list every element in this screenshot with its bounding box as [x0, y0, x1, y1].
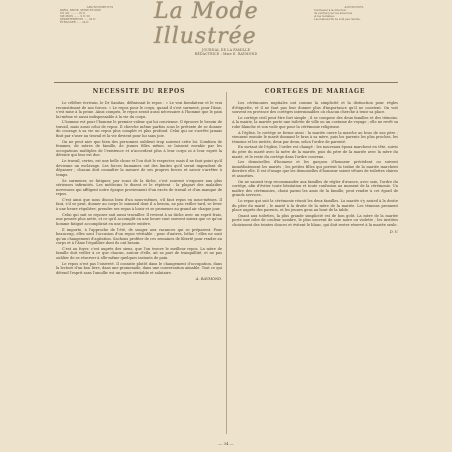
- article-paragraph: On ne saurait trop recommander aux familles de régler d'avance, avec soin, l'ordre du cortège, afin d'éviter toute hésitation et toute confusion au moment de la cérémonie. Un maître des cérémonies, choisi parmi les amis de la famille, peut rendre à cet égard de grands services.: [232, 179, 398, 198]
- advertising-heading: ANNONCES: [344, 5, 364, 9]
- article-paragraph: Le travail, certes, est une belle chose et l'on doit le respecter, mais il ne faut point qu'il devienne un esclavage. Les forces humaines ont des limites qu'il serait imprudent de dépasser ; chacun doit connaître la mesure de ses propres forces et savoir s'arrêter à temps.: [56, 159, 222, 177]
- advertising-line: Les manuscrits ne sont pas rendus.: [314, 18, 361, 22]
- article-paragraph: C'est ainsi que nous disons bien d'un nous-mêmes, s'il faut repos en nous-mêmes. Il faut, s'il se peut, donner au corps le sommeil dont il a besoin, ne pas veiller tard, se lever à une heure régulière, prendre ses repas à loisir et se promener au grand air chaque jour.: [56, 197, 222, 211]
- article-paragraph: Le repos n'est pas l'oisiveté. Il consiste plutôt dans le changement d'occupation, dans la lecture d'un bon livre, dans une promenade, dans une conversation aimable. Tout ce qui détend l'esprit sans l'amollir est un repos véritable et salutaire.: [56, 261, 222, 275]
- article-paragraph: Il importe, à l'approche de l'été, de songer aux vacances qui se préparent. Pour beaucoup, elles sont l'occasion d'un repos véritable ; pour d'autres, hélas ! elles ne sont qu'un changement d'agitation. Sachons profiter de ces semaines de liberté pour rendre au corps et à l'âme l'équilibre dont ils ont besoin.: [56, 227, 222, 246]
- article-left: [56, 88, 222, 438]
- article-paragraph: A l'église, le cortège se forme ainsi : la mariée ouvre la marche au bras de son père ; viennent ensuite le marié donnant le bras à sa mère, puis les parents les plus proches, les témoins et les invités, deux par deux, selon l'ordre de parenté.: [232, 130, 398, 144]
- masthead-subtitle: [150, 48, 302, 56]
- masthead-logo: [154, 0, 294, 49]
- article-title: NÉCESSITÉ DU REPOS: [92, 88, 186, 95]
- advertising-line: du journal pour les annonces: [314, 12, 353, 16]
- subtitle-line: RÉDACTRICE : Mme E. RAYMOND: [194, 52, 258, 57]
- article-paragraph: En sortant de l'église, l'ordre est changé : les nouveaux époux marchent en tête, suivis du père du marié avec la mère de la mariée, puis du père de la mariée avec la mère du marié, et le reste du cortège dans l'ordre convenu.: [232, 145, 398, 159]
- subscription-line: UN AN ......... 18 fr.: [60, 12, 86, 16]
- article-paragraph: Les cérémonies nuptiales ont comme la simplicité et la distinction pour règles d'étiquette, et il ne faut pas leur donner plus d'importance qu'il ne convient. On voit souvent en province des cortèges interminables où chacun cherche à tenir sa place.: [232, 101, 398, 115]
- subscription-line: SIX MOIS ....... 9 fr. 50: [60, 15, 90, 19]
- logo-text: La Mode Illustrée: [154, 0, 259, 49]
- article-signature: D. V.: [389, 229, 398, 234]
- subscription-line: DÉPARTEMENTS ..... 20 fr.: [60, 18, 96, 22]
- article-paragraph: Quant aux toilettes, la plus grande simplicité est de bon goût. La mère de la mariée porte une robe de couleur sombre, le plus souvent de soie noire ou violette ; les invitées choisissent des teintes douces et évitent le blanc, qui doit rester réservé à la mariée seule.: [232, 213, 398, 227]
- page-number: — 34 —: [218, 441, 234, 446]
- article-paragraph: Les demoiselles d'honneur et les garçons d'honneur précèdent ou suivent immédiatement les mariés ; les petites filles qui portent la traîne de la mariée marchent derrière elle. Il est d'usage que les demoiselles d'honneur soient vêtues de toilettes claires et assorties.: [232, 160, 398, 178]
- subscription-block: [60, 6, 140, 25]
- advertising-block: [314, 6, 394, 21]
- article-paragraph: C'est au foyer, c'est auprès des siens, que l'on trouve le meilleur repos. La mère de famille doit veiller à ce que chacun, autour d'elle, ait sa part de tranquillité, et ne pas oublier de se réserver à elle-même quelques instants de paix.: [56, 246, 222, 260]
- article-paragraph: L'homme est pour l'homme le premier valeur qui lui convienne. Il éprouve le besoin de travail, mais aussi celui de repos. Il cherche même parfois sous le prétexte de se donner du courage à sa vie un repos plus complet et plus profond. Celui qui ne s'arrête jamais finit par s'user au travail et la vie devient pour lui sans joie.: [56, 120, 222, 139]
- article-paragraph: Celui qui sait se reposer sait aussi travailler. Il revient à sa tâche avec un esprit frais, une pensée plus nette, et ce qu'il accomplit en une heure vaut souvent mieux que ce qu'un homme fatigué accomplirait en une journée entière.: [56, 212, 222, 226]
- article-paragraph: Le célèbre écrivain, le Dr Sanitas, définissait le repos : « Le vrai bienfaiteur et le vrai reconstituant de nos forces. » Le repos pour le corps, quand il s'est surmené, pour l'âme, s'est mise à la peine. Ainsi compris, le repos serait aussi nécessaire à l'homme que le pain lui-même et aussi indispensable à la vie du corps.: [56, 101, 222, 119]
- subscription-heading: ABONNEMENTS: [86, 5, 114, 9]
- subscription-line: PARIS, SEINE, SEINE-ET-OISE: [60, 9, 101, 13]
- advertising-line: et les réclames.: [314, 15, 335, 19]
- advertising-line: S'adresser à la direction: [314, 9, 347, 13]
- article-signature: A. RAYMOND.: [195, 277, 222, 282]
- masthead-rule: [54, 82, 398, 83]
- article-right: [232, 88, 398, 438]
- column-divider: [226, 92, 227, 434]
- subtitle-line: JOURNAL DE LA FAMILLE: [201, 48, 251, 52]
- article-paragraph: Le repas qui suit la cérémonie réunit les deux familles. La mariée s'y assied à la droite du père du marié ; le marié à la droite de la mère de la mariée. Les témoins prennent place auprès des parents, et les jeunes gens au bout de la table.: [232, 199, 398, 213]
- article-title: CORTÈGES DE MARIAGE: [264, 88, 366, 95]
- article-paragraph: On ne peut nier que bien des personnes oublient trop souvent cette loi. Combien de femmes, de mères de famille, de jeunes filles même, se laissent envahir par les occupations multiples de l'existence et n'accordent plus à leur corps ni à leur esprit la détente qui leur est due.: [56, 139, 222, 158]
- masthead: [0, 0, 452, 84]
- article-paragraph: Le cortège civil peut être fort simple ; il se compose des deux familles et des témoins. A la mairie, la mariée porte une toilette de ville ou un costume de voyage ; elle ne revêt sa robe blanche et son voile que pour la cérémonie religieuse.: [232, 115, 398, 129]
- subscription-line: ÉTRANGER ...... 24 fr.: [60, 21, 90, 25]
- article-paragraph: Se surmener, se fatiguer, par souci de la tâche, c'est souvent s'exposer aux plus sérieuses infirmités. Les médecins le disent et le répètent : la plupart des maladies nerveuses qui affligent notre époque proviennent d'un excès de travail et d'un manque de repos.: [56, 178, 222, 197]
